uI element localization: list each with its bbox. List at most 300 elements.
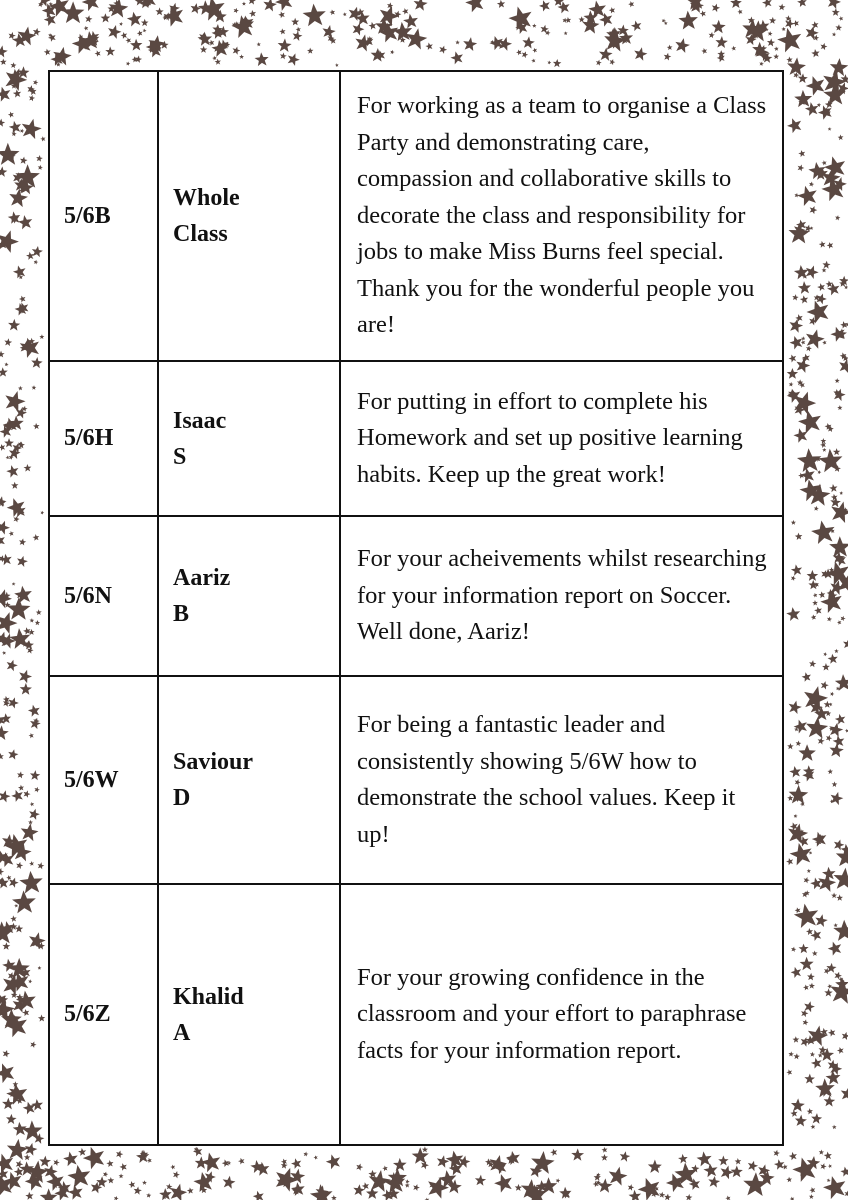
star-icon (829, 483, 838, 492)
star-icon (813, 506, 819, 511)
star-icon (725, 1195, 732, 1200)
star-icon (809, 226, 813, 230)
star-icon (731, 45, 737, 51)
star-icon (800, 1009, 809, 1018)
star-icon (0, 518, 12, 535)
star-icon (793, 1053, 800, 1060)
star-icon (790, 946, 796, 952)
star-icon (24, 1154, 31, 1160)
star-icon (800, 339, 806, 345)
star-icon (6, 874, 12, 880)
star-icon (715, 36, 728, 49)
star-icon (197, 31, 212, 46)
star-icon (35, 155, 43, 162)
star-icon (790, 563, 803, 576)
star-icon (797, 73, 808, 83)
star-icon (827, 721, 844, 737)
star-icon (239, 54, 244, 59)
star-icon (801, 336, 805, 340)
star-icon (792, 717, 809, 734)
star-icon (94, 49, 102, 57)
star-icon (798, 149, 806, 157)
star-icon (794, 192, 799, 197)
star-icon (775, 25, 804, 53)
star-icon (40, 510, 45, 515)
star-icon (221, 1175, 236, 1189)
star-icon (350, 21, 365, 36)
star-icon (0, 227, 21, 254)
star-icon (809, 928, 823, 942)
star-icon (247, 0, 256, 5)
star-icon (794, 778, 802, 786)
star-icon (812, 600, 818, 606)
class-cell: 5/6H (49, 361, 158, 516)
star-icon (0, 533, 7, 547)
star-icon (799, 957, 813, 971)
star-icon (84, 15, 93, 23)
star-icon (355, 1162, 364, 1171)
star-icon (823, 652, 828, 657)
star-icon (22, 789, 31, 798)
star-icon (5, 464, 20, 479)
star-icon (730, 1165, 743, 1177)
name-line: Whole (173, 185, 240, 211)
star-icon (818, 591, 826, 599)
star-icon (10, 788, 25, 803)
star-icon (401, 7, 409, 15)
star-icon (678, 10, 699, 30)
star-icon (29, 1040, 37, 1048)
star-icon (39, 1155, 51, 1167)
star-icon (278, 10, 286, 18)
star-icon (708, 31, 715, 38)
star-icon (803, 327, 826, 350)
star-icon (832, 1124, 837, 1129)
star-icon (628, 0, 636, 7)
star-icon (807, 570, 819, 581)
star-icon (29, 717, 42, 729)
star-icon (801, 671, 812, 682)
star-icon (839, 491, 843, 495)
star-icon (0, 367, 8, 377)
star-icon (834, 713, 847, 725)
reason-cell: For putting in effort to complete his Homework and set up positive learning habits. Keep up the great work! (340, 361, 783, 516)
star-icon (648, 1159, 662, 1173)
star-icon (0, 143, 20, 165)
table-row (49, 71, 783, 361)
star-icon (550, 1148, 559, 1157)
star-icon (792, 902, 820, 929)
star-icon (505, 1150, 521, 1166)
star-icon (8, 120, 23, 134)
star-icon (449, 50, 465, 65)
star-icon (701, 47, 708, 54)
star-icon (324, 1152, 342, 1170)
star-icon (0, 789, 12, 803)
star-icon (795, 532, 803, 540)
awards-table-container (48, 70, 784, 1144)
star-icon (806, 928, 814, 936)
star-icon (718, 1155, 729, 1165)
star-icon (831, 892, 837, 898)
star-icon (805, 345, 812, 352)
star-icon (83, 25, 89, 30)
star-icon (125, 36, 132, 43)
star-icon (826, 241, 834, 249)
star-icon (19, 822, 40, 842)
star-icon (818, 240, 826, 248)
star-icon (0, 725, 9, 740)
star-icon (8, 530, 14, 536)
star-icon (832, 781, 838, 787)
star-icon (791, 520, 796, 525)
star-icon (7, 748, 19, 760)
star-icon (794, 907, 801, 914)
star-icon (285, 51, 301, 66)
star-icon (33, 786, 40, 793)
star-icon (497, 0, 506, 8)
star-icon (790, 1154, 820, 1183)
star-icon (814, 913, 829, 927)
star-icon (832, 867, 848, 890)
star-icon (262, 0, 278, 12)
star-icon (172, 1170, 181, 1179)
star-icon (0, 753, 4, 760)
star-icon (62, 1150, 79, 1167)
star-icon (78, 1147, 87, 1156)
star-icon (4, 495, 28, 518)
star-icon (33, 423, 40, 430)
star-icon (685, 1194, 693, 1200)
star-icon (390, 49, 395, 54)
star-icon (28, 94, 36, 101)
reason-cell: For your acheivements whilst researching for your information report on Soccer. Well done, Aariz! (340, 516, 783, 676)
star-icon (737, 8, 744, 14)
star-icon (811, 1113, 823, 1124)
star-icon (811, 48, 820, 57)
star-icon (192, 1146, 204, 1157)
star-icon (803, 984, 810, 991)
star-icon (18, 784, 25, 790)
star-icon (22, 1100, 37, 1115)
star-icon (367, 1168, 392, 1192)
star-icon (538, 0, 552, 12)
star-icon (788, 1151, 798, 1161)
star-icon (827, 127, 832, 131)
star-icon (18, 335, 43, 359)
star-icon (841, 1031, 848, 1041)
star-icon (0, 867, 5, 876)
star-icon (810, 1124, 815, 1129)
star-icon (788, 785, 808, 804)
star-icon (279, 52, 287, 60)
star-icon (382, 1165, 389, 1171)
star-icon (18, 294, 27, 302)
star-icon (808, 205, 818, 215)
star-icon (786, 606, 802, 621)
star-icon (547, 60, 552, 64)
star-icon (767, 31, 773, 36)
star-icon (601, 1146, 608, 1153)
star-icon (785, 857, 794, 866)
name-line: Khalid (173, 983, 244, 1010)
star-icon (2, 650, 7, 655)
star-icon (823, 1095, 835, 1107)
star-icon (329, 9, 336, 15)
star-icon (773, 54, 779, 60)
star-icon (833, 448, 840, 455)
star-icon (25, 1191, 34, 1200)
star-icon (630, 19, 643, 31)
star-icon (608, 58, 616, 65)
star-icon (208, 39, 216, 46)
star-icon (290, 1157, 303, 1170)
star-icon (199, 1150, 222, 1173)
star-icon (515, 1184, 523, 1191)
star-icon (0, 44, 8, 57)
star-icon (817, 737, 825, 745)
star-icon (386, 2, 394, 9)
star-icon (335, 63, 339, 67)
star-icon (790, 1098, 805, 1112)
table-row (49, 361, 783, 516)
star-icon (0, 1060, 18, 1084)
star-icon (571, 1148, 584, 1161)
star-icon (370, 48, 385, 62)
star-icon (100, 13, 110, 22)
star-icon (113, 1195, 119, 1200)
class-cell: 5/6B (49, 71, 158, 361)
star-icon (455, 40, 460, 45)
star-icon (32, 534, 40, 541)
star-icon (730, 0, 742, 8)
star-icon (836, 894, 843, 901)
star-icon (819, 1162, 827, 1170)
star-icon (663, 52, 672, 61)
star-icon (27, 703, 41, 717)
star-icon (820, 680, 830, 690)
star-icon (31, 245, 44, 257)
star-icon (835, 378, 840, 383)
name-line: S (173, 443, 187, 470)
star-icon (12, 890, 37, 914)
star-icon (80, 1143, 108, 1170)
star-icon (405, 1183, 410, 1188)
star-icon (796, 163, 805, 171)
star-icon (664, 1193, 672, 1200)
star-icon (832, 32, 837, 37)
star-icon (782, 1164, 788, 1170)
star-icon (792, 294, 799, 301)
star-icon (822, 663, 830, 671)
star-icon (808, 181, 814, 187)
star-icon (19, 870, 44, 894)
star-icon (412, 1183, 421, 1191)
star-icon (342, 12, 347, 16)
star-icon (803, 876, 811, 884)
star-icon (2, 1097, 15, 1109)
star-icon (119, 1173, 124, 1178)
star-icon (425, 42, 434, 51)
star-icon (302, 3, 327, 27)
star-icon (734, 1158, 741, 1165)
star-icon (273, 0, 296, 12)
star-icon (12, 89, 21, 98)
star-icon (521, 50, 529, 58)
star-icon (7, 31, 16, 40)
star-icon (822, 260, 831, 269)
star-icon (842, 638, 848, 649)
star-icon (126, 10, 143, 26)
star-icon (553, 59, 562, 68)
star-icon (810, 830, 828, 848)
star-icon (35, 620, 41, 625)
name-line: Saviour (173, 749, 254, 775)
star-icon (155, 7, 163, 15)
star-icon (231, 45, 241, 55)
star-icon (817, 470, 822, 475)
star-icon (788, 382, 793, 387)
star-icon (17, 668, 34, 684)
star-icon (806, 1108, 813, 1115)
star-icon (563, 31, 567, 35)
star-icon (37, 164, 43, 170)
star-icon (807, 973, 815, 981)
star-icon (402, 13, 419, 29)
star-icon (825, 1070, 841, 1085)
star-icon (822, 340, 828, 345)
star-icon (237, 1157, 245, 1165)
star-icon (835, 24, 842, 31)
star-icon (18, 538, 26, 546)
star-icon (492, 1171, 515, 1193)
star-icon (36, 609, 42, 615)
star-icon (787, 699, 803, 715)
star-icon (31, 356, 44, 368)
star-icon (353, 33, 373, 53)
table-row (49, 516, 783, 676)
star-icon (802, 1000, 816, 1013)
star-icon (822, 448, 826, 452)
name-line: D (173, 785, 191, 811)
star-icon (832, 387, 847, 402)
star-icon (833, 923, 838, 928)
star-icon (628, 1189, 642, 1200)
star-icon (578, 16, 584, 22)
star-icon (11, 482, 19, 489)
star-icon (18, 386, 23, 391)
star-icon (826, 616, 832, 622)
star-icon (146, 1157, 152, 1163)
star-icon (814, 606, 823, 615)
star-icon (795, 183, 819, 207)
star-icon (633, 46, 649, 61)
star-icon (532, 47, 538, 53)
star-icon (790, 965, 803, 978)
star-icon (10, 62, 17, 69)
star-icon (788, 353, 798, 363)
star-icon (787, 368, 798, 379)
star-icon (102, 1171, 109, 1177)
star-icon (8, 319, 21, 331)
reason-cell: For working as a team to organise a Class Party and demonstrating care, compassion and collaborative skills to decorate the class and responsibility for jobs to make Miss Burns feel special. Thank you for the wonderful people you are! (340, 71, 783, 361)
star-icon (22, 1008, 31, 1016)
star-icon (798, 744, 816, 761)
star-icon (6, 696, 20, 710)
star-icon (835, 215, 841, 221)
star-icon (816, 282, 826, 291)
star-icon (810, 614, 817, 620)
star-icon (0, 85, 13, 102)
star-icon (27, 930, 48, 950)
star-icon (6, 1114, 17, 1125)
star-icon (11, 582, 15, 586)
name-line: A (173, 1019, 191, 1046)
star-icon (31, 385, 36, 390)
star-icon (43, 48, 51, 56)
star-icon (393, 1158, 407, 1171)
star-icon (823, 1151, 832, 1160)
star-icon (809, 1186, 817, 1193)
star-icon (531, 58, 536, 63)
star-icon (19, 156, 28, 164)
name-line: Class (173, 221, 228, 247)
star-icon (412, 0, 428, 11)
star-icon (635, 1174, 664, 1200)
star-icon (33, 259, 39, 265)
star-icon (313, 1155, 318, 1160)
star-icon (825, 734, 833, 742)
star-icon (5, 658, 19, 672)
star-icon (781, 26, 786, 31)
star-icon (555, 1178, 560, 1183)
star-icon (32, 79, 39, 85)
star-icon (821, 160, 827, 166)
star-icon (142, 1180, 147, 1185)
star-icon (824, 988, 833, 996)
star-icon (23, 464, 31, 472)
star-icon (66, 1163, 92, 1189)
student-name-cell (158, 361, 340, 516)
star-icon (136, 30, 143, 37)
star-icon (128, 1180, 137, 1188)
star-icon (0, 553, 13, 566)
star-icon (29, 801, 34, 806)
star-icon (5, 455, 9, 459)
name-line: Isaac (173, 407, 227, 434)
star-icon (819, 1149, 825, 1154)
star-icon (829, 691, 834, 696)
star-icon (756, 1163, 771, 1178)
star-icon (786, 1177, 792, 1183)
star-icon (119, 1162, 129, 1171)
star-icon (133, 1186, 142, 1195)
star-icon (833, 919, 848, 941)
star-icon (28, 979, 33, 984)
star-icon (254, 52, 269, 67)
student-name-cell (158, 884, 340, 1145)
class-cell: 5/6W (49, 676, 158, 884)
star-icon (601, 1154, 608, 1161)
star-icon (38, 1014, 46, 1021)
star-icon (619, 1150, 631, 1162)
star-icon (617, 24, 629, 36)
star-icon (31, 1098, 44, 1110)
star-icon (608, 6, 616, 13)
star-icon (606, 1165, 628, 1187)
star-icon (773, 1158, 785, 1170)
star-icon (826, 939, 844, 956)
